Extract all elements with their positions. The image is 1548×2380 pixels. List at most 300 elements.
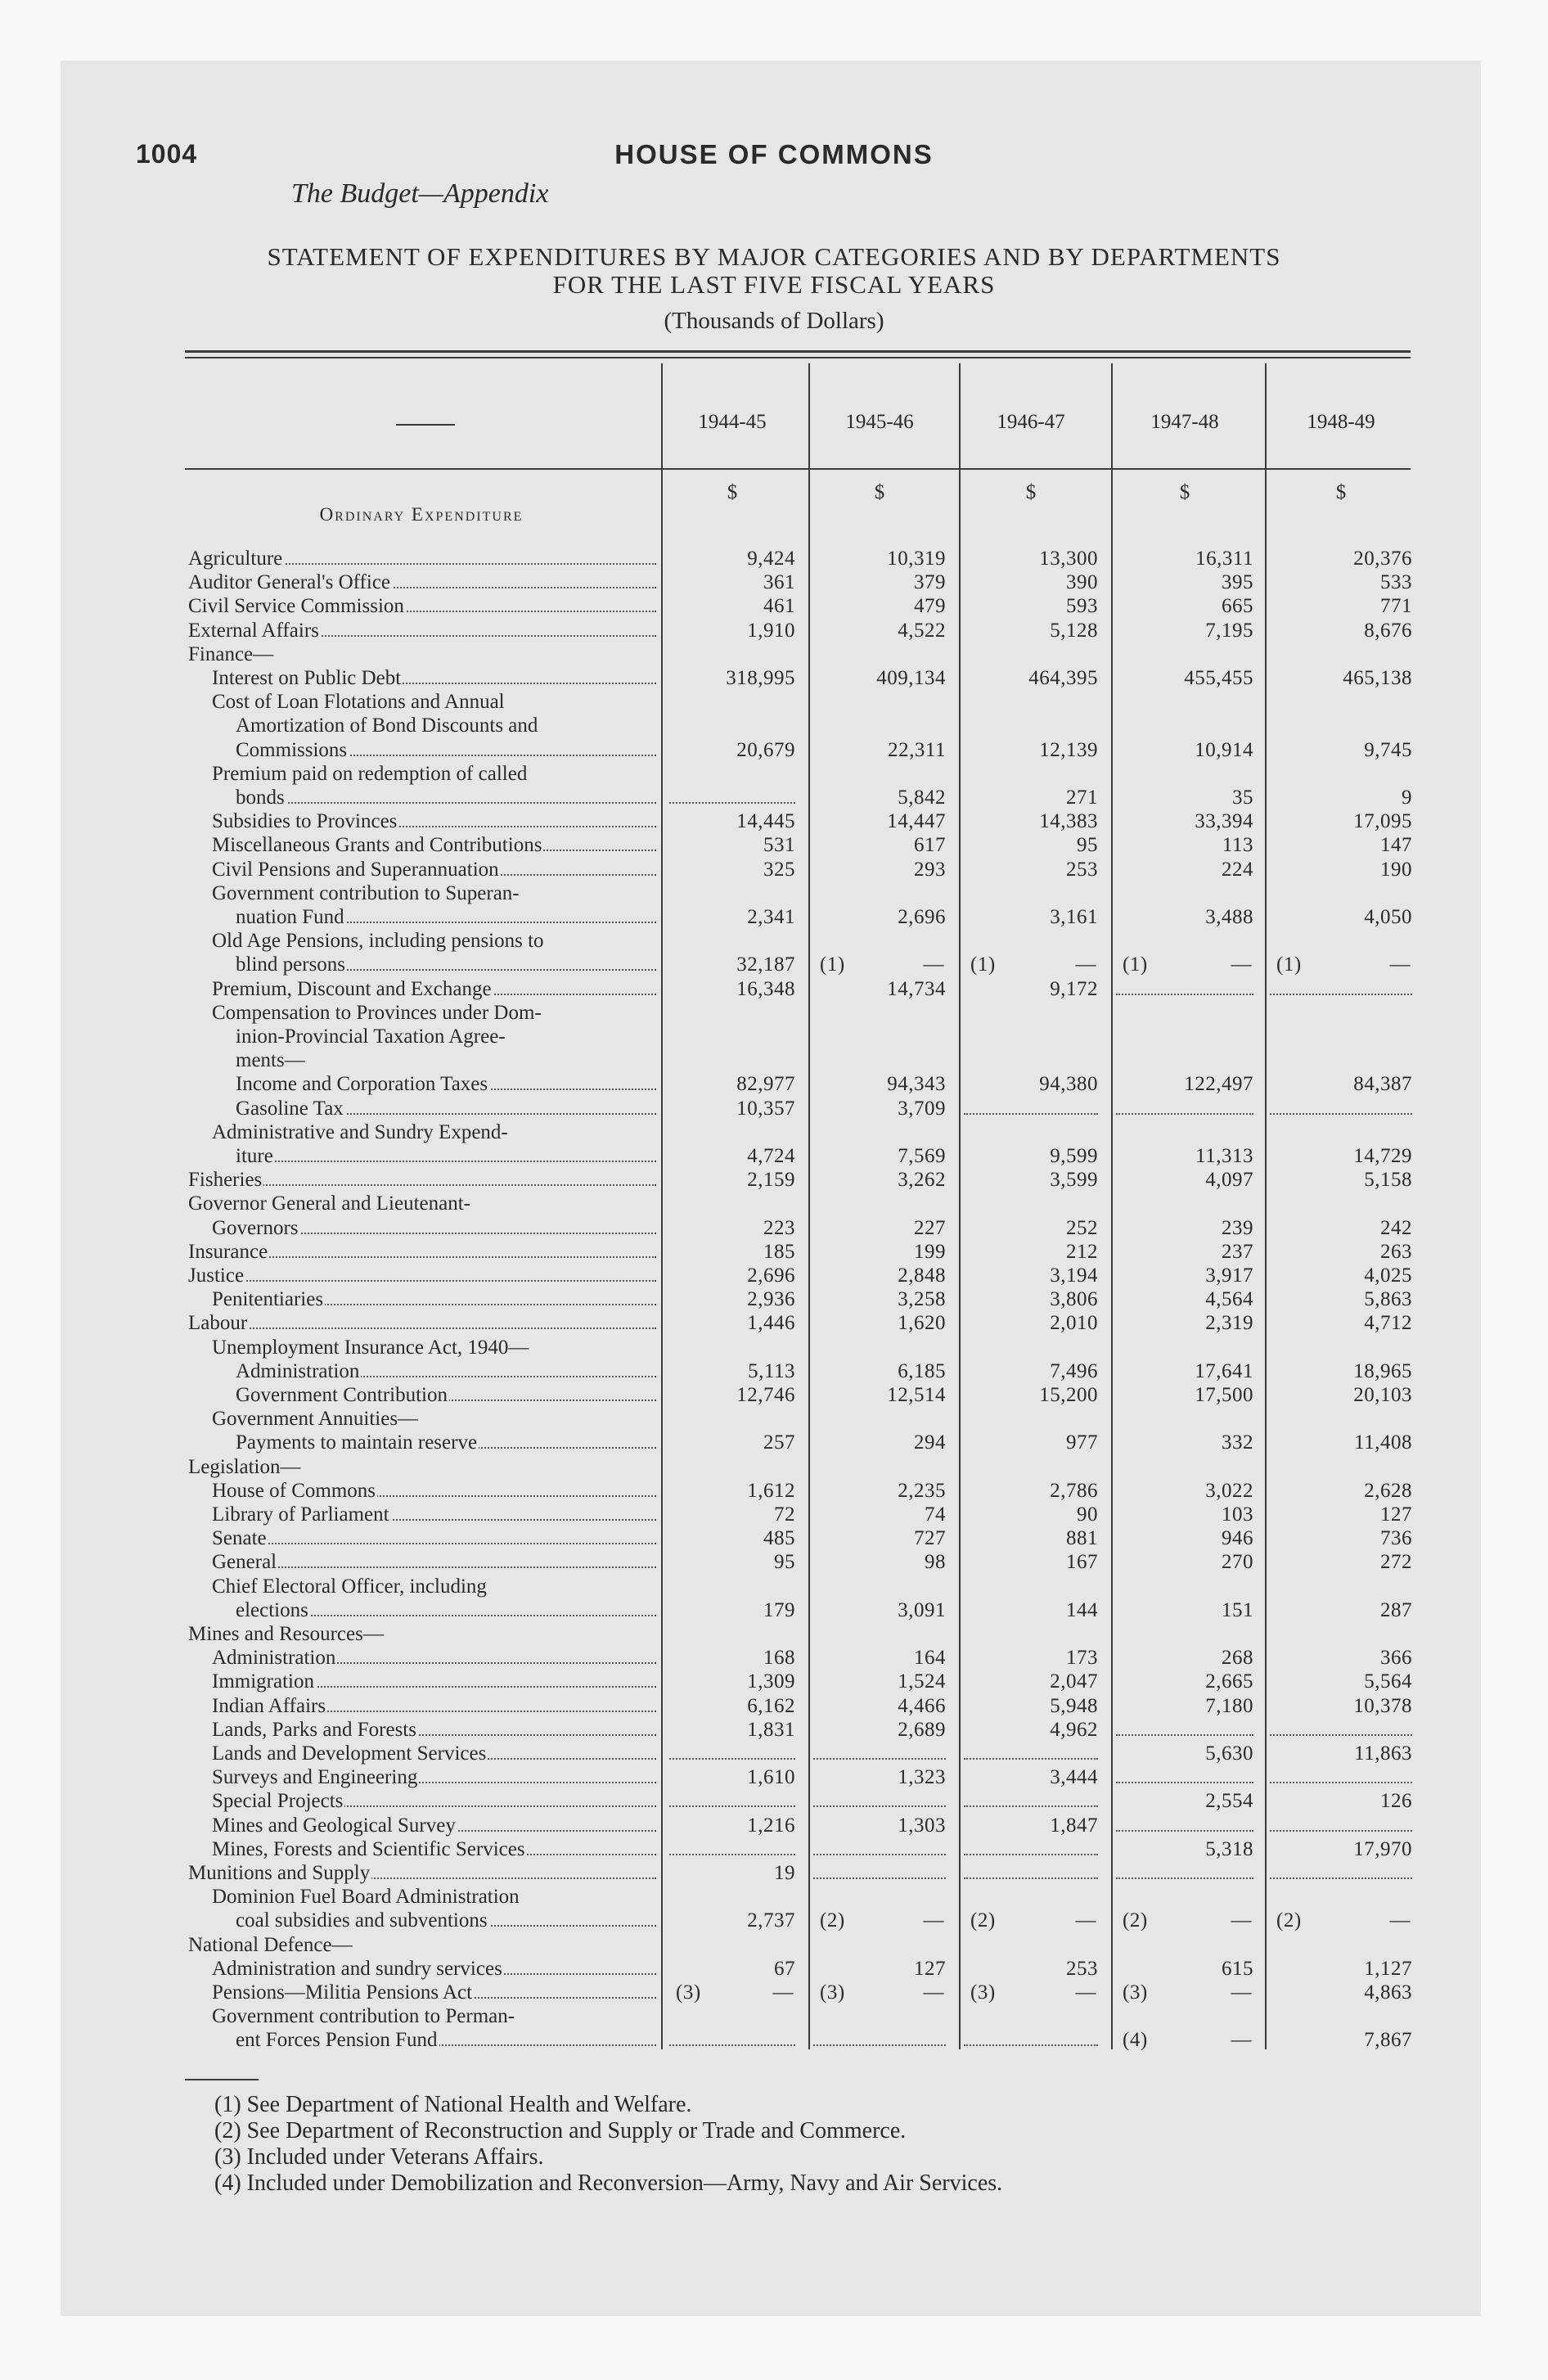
table-cell: 2,319 xyxy=(1205,1312,1253,1335)
row-label: ments— xyxy=(236,1049,305,1072)
column-header: 1948-49 xyxy=(1307,411,1375,433)
table-cell: 461 xyxy=(763,595,795,618)
table-cell: 1,847 xyxy=(1050,1814,1098,1837)
table-cell: 268 xyxy=(1222,1647,1253,1670)
footnote: (3) Included under Veterans Affairs. xyxy=(214,2144,544,2170)
table-cell: 113 xyxy=(1222,834,1253,857)
empty-cell-leader xyxy=(1270,1113,1412,1115)
table-cell: 72 xyxy=(774,1503,795,1526)
table-cell: 736 xyxy=(1380,1527,1412,1550)
table-cell: 199 xyxy=(914,1240,946,1263)
table-cell: 665 xyxy=(1222,595,1253,618)
table-cell: 126 xyxy=(1380,1790,1412,1813)
table-cell: 263 xyxy=(1380,1240,1412,1263)
table-cell: 2,010 xyxy=(1050,1312,1098,1335)
row-label: Government contribution to Superan- xyxy=(212,881,520,904)
statement-title-line1: STATEMENT OF EXPENDITURES BY MAJOR CATEGORIES AND BY DEPARTMENTS xyxy=(267,242,1281,271)
table-cell: 1,323 xyxy=(898,1766,946,1789)
table-cell: 1,127 xyxy=(1364,1957,1412,1980)
table-cell: 4,962 xyxy=(1050,1718,1098,1741)
empty-cell-leader xyxy=(1116,1113,1253,1115)
table-cell: 12,514 xyxy=(887,1384,946,1406)
row-label: Government contribution to Perman- xyxy=(212,2005,515,2028)
row-label: Pensions—Militia Pensions Act xyxy=(212,1981,658,2004)
section-label: Ordinary Expenditure xyxy=(319,504,524,525)
table-cell: 2,737 xyxy=(747,1909,795,1932)
table-cell: 127 xyxy=(914,1957,946,1980)
footnote-rule xyxy=(185,2079,259,2080)
empty-cell-leader xyxy=(813,1758,946,1760)
table-cell: 11,313 xyxy=(1195,1145,1253,1167)
table-cell: 4,097 xyxy=(1205,1169,1253,1192)
column-divider xyxy=(1111,363,1113,2049)
row-label: Mines, Forests and Scientific Services xyxy=(212,1837,658,1861)
column-header: 1944-45 xyxy=(698,411,767,433)
row-label: Immigration xyxy=(212,1670,658,1693)
row-label: National Defence— xyxy=(188,1933,353,1956)
table-cell: 615 xyxy=(1222,1957,1253,1980)
table-cell: 173 xyxy=(1066,1647,1098,1670)
row-label: Senate xyxy=(212,1526,658,1550)
table-cell: (1) — xyxy=(1123,953,1252,976)
table-cell: 1,524 xyxy=(898,1670,946,1693)
empty-cell-leader xyxy=(1270,994,1412,995)
table-cell: 239 xyxy=(1222,1216,1253,1239)
statement-title-line2: FOR THE LAST FIVE FISCAL YEARS xyxy=(552,270,996,299)
table-cell: (2) — xyxy=(1276,1909,1411,1932)
table-cell: 223 xyxy=(763,1216,795,1239)
table-cell: 5,863 xyxy=(1364,1288,1412,1311)
table-cell: 3,806 xyxy=(1050,1288,1098,1311)
row-label: Commissions xyxy=(236,738,658,762)
table-cell: (3) — xyxy=(1123,1981,1252,2004)
row-label: Gasoline Tax xyxy=(236,1097,658,1120)
table-cell: 2,689 xyxy=(898,1718,946,1741)
empty-cell-leader xyxy=(1116,1830,1253,1832)
table-cell: 227 xyxy=(914,1216,946,1239)
row-label: bonds xyxy=(236,786,658,809)
table-cell: 253 xyxy=(1066,1957,1098,1980)
row-label: Administration and sundry services xyxy=(212,1957,658,1981)
table-cell: 33,394 xyxy=(1195,810,1253,833)
row-label: House of Commons xyxy=(212,1479,658,1503)
table-cell: 95 xyxy=(774,1551,795,1574)
table-cell: 325 xyxy=(763,858,795,881)
column-divider xyxy=(661,363,663,2049)
table-cell: 593 xyxy=(1066,595,1098,618)
row-label: elections xyxy=(236,1598,658,1622)
table-cell: 122,497 xyxy=(1184,1073,1253,1096)
table-cell: 8,676 xyxy=(1364,619,1412,642)
empty-cell-leader xyxy=(813,1854,946,1855)
row-label: iture xyxy=(236,1144,658,1168)
row-label: Compensation to Provinces under Dom- xyxy=(212,1001,542,1024)
table-cell: 20,376 xyxy=(1353,548,1412,570)
empty-cell-leader xyxy=(964,1854,1098,1855)
column-divider xyxy=(1265,363,1267,2049)
table-cell: 9 xyxy=(1402,787,1412,809)
row-label: Justice xyxy=(188,1264,658,1287)
table-cell: 10,319 xyxy=(887,548,946,570)
table-cell: 2,696 xyxy=(747,1264,795,1287)
table-cell: 270 xyxy=(1222,1551,1253,1574)
table-cell: 4,863 xyxy=(1364,1981,1412,2004)
table-cell: 252 xyxy=(1066,1216,1098,1239)
currency-symbol: $ xyxy=(1179,481,1190,503)
table-cell: 74 xyxy=(925,1503,946,1526)
empty-cell-leader xyxy=(1270,1830,1412,1832)
table-cell: 10,357 xyxy=(736,1097,795,1120)
column-divider xyxy=(959,363,961,2049)
table-cell: 533 xyxy=(1380,571,1412,594)
row-label: Agriculture xyxy=(188,547,658,570)
table-cell: 167 xyxy=(1066,1551,1098,1574)
row-label: Civil Service Commission xyxy=(188,594,658,618)
table-cell: (1) — xyxy=(970,953,1096,976)
table-cell: (2) — xyxy=(1123,1909,1252,1932)
empty-cell-leader xyxy=(1116,1782,1253,1783)
table-cell: 19 xyxy=(774,1862,795,1884)
row-label: Government Annuities— xyxy=(212,1408,419,1431)
table-cell: 98 xyxy=(925,1551,946,1574)
table-cell: 35 xyxy=(1232,787,1253,809)
table-cell: 2,665 xyxy=(1205,1670,1253,1693)
row-label: Penitentiaries xyxy=(212,1287,658,1311)
table-cell: 332 xyxy=(1222,1431,1253,1454)
row-label: Legislation— xyxy=(188,1455,301,1478)
table-cell: 6,185 xyxy=(898,1359,946,1382)
table-cell: 366 xyxy=(1380,1647,1412,1670)
table-cell: 1,309 xyxy=(747,1670,795,1693)
footnote: (2) See Department of Reconstruction and Supply or Trade and Commerce. xyxy=(214,2118,907,2143)
table-cell: 13,300 xyxy=(1039,548,1098,570)
empty-cell-leader xyxy=(813,1877,946,1879)
stub-head-dash xyxy=(396,424,455,426)
table-cell: 4,522 xyxy=(898,619,946,642)
column-header: 1947-48 xyxy=(1150,411,1219,433)
table-cell: 7,569 xyxy=(898,1145,946,1167)
table-cell: 3,258 xyxy=(898,1288,946,1311)
table-cell: 2,786 xyxy=(1050,1479,1098,1502)
row-label: Governors xyxy=(212,1216,658,1240)
table-cell: 531 xyxy=(763,834,795,857)
table-cell: 771 xyxy=(1380,595,1412,618)
table-cell: 164 xyxy=(914,1647,946,1670)
empty-cell-leader xyxy=(964,1877,1098,1879)
empty-cell-leader xyxy=(1270,1782,1412,1783)
table-cell: 151 xyxy=(1222,1598,1253,1621)
table-cell: 84,387 xyxy=(1353,1073,1412,1096)
table-cell: 390 xyxy=(1066,571,1098,594)
table-cell: 190 xyxy=(1380,858,1412,881)
table-cell: 7,867 xyxy=(1364,2029,1412,2052)
table-cell: 212 xyxy=(1066,1240,1098,1263)
table-cell: 977 xyxy=(1066,1431,1098,1454)
empty-cell-leader xyxy=(669,1758,795,1760)
currency-symbol: $ xyxy=(727,481,738,503)
table-cell: 90 xyxy=(1077,1503,1098,1526)
row-label: Surveys and Engineering xyxy=(212,1765,658,1789)
running-head: HOUSE OF COMMONS xyxy=(614,139,934,169)
row-label: Administration xyxy=(212,1646,658,1670)
empty-cell-leader xyxy=(1116,1734,1253,1736)
empty-cell-leader xyxy=(964,2044,1098,2046)
table-cell: 14,729 xyxy=(1353,1145,1412,1167)
empty-cell-leader xyxy=(1270,1734,1412,1736)
table-cell: 242 xyxy=(1380,1216,1412,1239)
row-label: Subsidies to Provinces xyxy=(212,809,658,833)
table-cell: 2,936 xyxy=(747,1288,795,1311)
table-cell: 67 xyxy=(774,1957,795,1980)
table-cell: 5,842 xyxy=(898,787,946,809)
page-number: 1004 xyxy=(136,139,198,169)
row-label: Library of Parliament xyxy=(212,1503,658,1526)
footnote: (1) See Department of National Health and Welfare. xyxy=(214,2092,692,2117)
row-label: blind persons xyxy=(236,953,658,976)
table-cell: 147 xyxy=(1380,834,1412,857)
table-cell: 293 xyxy=(914,858,946,881)
empty-cell-leader xyxy=(1116,1877,1253,1879)
row-label: Government Contribution xyxy=(236,1383,658,1407)
table-cell: 5,564 xyxy=(1364,1670,1412,1693)
table-cell: 1,831 xyxy=(747,1718,795,1741)
table-cell: 409,134 xyxy=(876,667,946,689)
table-cell: 3,488 xyxy=(1205,906,1253,928)
row-label: Indian Affairs xyxy=(212,1694,658,1718)
table-cell: 12,746 xyxy=(736,1384,795,1406)
table-cell: 4,025 xyxy=(1364,1264,1412,1287)
table-cell: 1,620 xyxy=(898,1312,946,1335)
row-label: inion-Provincial Taxation Agree- xyxy=(236,1025,506,1048)
table-cell: 2,159 xyxy=(747,1169,795,1192)
empty-cell-leader xyxy=(669,2044,795,2046)
row-label: ent Forces Pension Fund xyxy=(236,2028,658,2052)
table-cell: 465,138 xyxy=(1343,667,1412,689)
table-cell: 2,554 xyxy=(1205,1790,1253,1813)
empty-cell-leader xyxy=(964,1805,1098,1807)
table-cell: 103 xyxy=(1222,1503,1253,1526)
table-cell: 5,158 xyxy=(1364,1169,1412,1192)
table-cell: 3,917 xyxy=(1205,1264,1253,1287)
table-cell: 3,022 xyxy=(1205,1479,1253,1502)
row-label: coal subsidies and subventions xyxy=(236,1909,658,1932)
table-cell: 5,128 xyxy=(1050,619,1098,642)
table-cell: 10,378 xyxy=(1353,1694,1412,1717)
table-cell: 464,395 xyxy=(1028,667,1098,689)
table-cell: 14,383 xyxy=(1039,810,1098,833)
table-cell: 3,161 xyxy=(1050,906,1098,928)
row-label: Lands, Parks and Forests xyxy=(212,1718,658,1742)
empty-cell-leader xyxy=(669,1805,795,1807)
table-cell: 15,200 xyxy=(1039,1384,1098,1406)
table-cell: 2,628 xyxy=(1364,1479,1412,1502)
table-top-rule xyxy=(185,350,1411,353)
table-cell: 5,113 xyxy=(748,1359,795,1382)
row-label: Civil Pensions and Superannuation xyxy=(212,858,658,881)
table-cell: 395 xyxy=(1222,571,1253,594)
row-label: Miscellaneous Grants and Contributions xyxy=(212,833,658,857)
table-cell: 294 xyxy=(914,1431,946,1454)
table-cell: 9,424 xyxy=(747,548,795,570)
empty-cell-leader xyxy=(1116,994,1253,995)
row-label: Auditor General's Office xyxy=(188,570,658,594)
table-cell: 253 xyxy=(1066,858,1098,881)
table-cell: 11,408 xyxy=(1354,1431,1412,1454)
row-label: Mines and Geological Survey xyxy=(212,1814,658,1837)
table-cell: 4,466 xyxy=(898,1694,946,1717)
table-cell: 485 xyxy=(763,1527,795,1550)
table-cell: (4) — xyxy=(1123,2029,1252,2052)
table-cell: 7,195 xyxy=(1205,619,1253,642)
column-divider xyxy=(808,363,810,2049)
table-cell: 224 xyxy=(1222,858,1253,881)
row-label: Administrative and Sundry Expend- xyxy=(212,1120,508,1143)
table-cell: 5,630 xyxy=(1205,1742,1253,1765)
table-cell: 257 xyxy=(763,1431,795,1454)
table-cell: 11,863 xyxy=(1354,1742,1412,1765)
table-cell: 3,444 xyxy=(1050,1766,1098,1789)
table-cell: 185 xyxy=(763,1240,795,1263)
row-label: Fisheries xyxy=(188,1168,658,1192)
table-cell: 3,194 xyxy=(1050,1264,1098,1287)
table-cell: 9,745 xyxy=(1364,738,1412,761)
table-cell: (3) — xyxy=(676,1981,794,2004)
table-cell: 16,348 xyxy=(736,977,795,1000)
table-cell: 2,696 xyxy=(898,906,946,928)
table-cell: 2,848 xyxy=(898,1264,946,1287)
empty-cell-leader xyxy=(669,802,795,804)
table-cell: 32,187 xyxy=(736,953,795,976)
table-cell: 479 xyxy=(914,595,946,618)
row-label: Lands and Development Services xyxy=(212,1742,658,1765)
table-cell: 168 xyxy=(763,1647,795,1670)
table-cell: 6,162 xyxy=(747,1694,795,1717)
table-cell: 16,311 xyxy=(1195,548,1253,570)
table-cell: 20,679 xyxy=(736,738,795,761)
row-label: Income and Corporation Taxes xyxy=(236,1072,658,1096)
table-cell: 379 xyxy=(914,571,946,594)
table-cell: 881 xyxy=(1066,1527,1098,1550)
table-cell: 287 xyxy=(1380,1598,1412,1621)
table-cell: 9,599 xyxy=(1050,1145,1098,1167)
row-label: General xyxy=(212,1550,658,1574)
table-cell: 271 xyxy=(1066,787,1098,809)
table-cell: 1,303 xyxy=(898,1814,946,1837)
table-cell: 20,103 xyxy=(1353,1384,1412,1406)
table-cell: 617 xyxy=(914,834,946,857)
table-cell: 1,612 xyxy=(747,1479,795,1502)
table-cell: 12,139 xyxy=(1039,738,1098,761)
currency-symbol: $ xyxy=(1025,481,1037,503)
empty-cell-leader xyxy=(813,2044,946,2046)
table-cell: 17,641 xyxy=(1195,1359,1253,1382)
row-label: Mines and Resources— xyxy=(188,1623,384,1645)
empty-cell-leader xyxy=(964,1758,1098,1760)
row-label: Dominion Fuel Board Administration xyxy=(212,1886,520,1909)
row-label: Chief Electoral Officer, including xyxy=(212,1575,487,1598)
table-cell: 4,564 xyxy=(1205,1288,1253,1311)
table-cell: 94,380 xyxy=(1039,1073,1098,1096)
row-label: Special Projects xyxy=(212,1789,658,1813)
table-cell: 17,970 xyxy=(1353,1837,1412,1860)
table-cell: 946 xyxy=(1222,1527,1253,1550)
row-label: Administration xyxy=(236,1359,658,1383)
header-bottom-rule xyxy=(185,468,1411,470)
table-cell: 1,910 xyxy=(747,619,795,642)
empty-cell-leader xyxy=(964,1113,1098,1115)
row-label: Finance— xyxy=(188,642,274,665)
row-label: Premium, Discount and Exchange xyxy=(212,977,658,1001)
table-cell: 3,091 xyxy=(898,1598,946,1621)
row-label: Munitions and Supply xyxy=(188,1861,658,1885)
table-cell: (2) — xyxy=(970,1909,1096,1932)
table-top-rule-2 xyxy=(185,357,1411,358)
row-label: Insurance xyxy=(188,1240,658,1264)
table-cell: 2,341 xyxy=(747,906,795,928)
empty-cell-leader xyxy=(669,1854,795,1855)
row-label: Labour xyxy=(188,1311,658,1335)
table-cell: (1) — xyxy=(820,953,944,976)
row-label: nuation Fund xyxy=(236,905,658,929)
table-cell: 3,709 xyxy=(898,1097,946,1120)
table-cell: 127 xyxy=(1380,1503,1412,1526)
table-cell: 17,095 xyxy=(1353,810,1412,833)
currency-symbol: $ xyxy=(874,481,885,503)
table-cell: 95 xyxy=(1077,834,1098,857)
table-cell: 3,262 xyxy=(898,1169,946,1192)
table-cell: 7,180 xyxy=(1205,1694,1253,1717)
table-cell: 455,455 xyxy=(1184,667,1253,689)
table-cell: 4,712 xyxy=(1364,1312,1412,1335)
table-cell: 94,343 xyxy=(887,1073,946,1096)
section-heading: The Budget—Appendix xyxy=(291,178,549,209)
table-cell: 5,318 xyxy=(1205,1837,1253,1860)
column-header: 1945-46 xyxy=(845,411,914,433)
table-cell: 14,734 xyxy=(887,977,946,1000)
table-cell: (3) — xyxy=(970,1981,1096,2004)
table-cell: 14,445 xyxy=(736,810,795,833)
empty-cell-leader xyxy=(813,1805,946,1807)
table-cell: 1,610 xyxy=(747,1766,795,1789)
row-label: Cost of Loan Flotations and Annual xyxy=(212,691,505,714)
column-header: 1946-47 xyxy=(997,411,1065,433)
table-cell: 4,050 xyxy=(1364,906,1412,928)
table-cell: 4,724 xyxy=(747,1145,795,1167)
row-label: Premium paid on redemption of called xyxy=(212,762,528,785)
row-label: Unemployment Insurance Act, 1940— xyxy=(212,1336,529,1359)
table-cell: 17,500 xyxy=(1195,1384,1253,1406)
table-cell: (2) — xyxy=(820,1909,944,1932)
row-label: Governor General and Lieutenant- xyxy=(188,1192,470,1215)
units-note: (Thousands of Dollars) xyxy=(664,308,884,334)
row-label: Amortization of Bond Discounts and xyxy=(236,714,538,737)
table-cell: 361 xyxy=(763,571,795,594)
table-cell: 237 xyxy=(1222,1240,1253,1263)
table-cell: 10,914 xyxy=(1195,738,1253,761)
row-label: External Affairs xyxy=(188,619,658,642)
table-cell: 179 xyxy=(763,1598,795,1621)
table-cell: 3,599 xyxy=(1050,1169,1098,1192)
table-cell: 18,965 xyxy=(1353,1359,1412,1382)
table-cell: 144 xyxy=(1066,1598,1098,1621)
table-cell: 727 xyxy=(914,1527,946,1550)
table-cell: (1) — xyxy=(1276,953,1411,976)
table-cell: 22,311 xyxy=(888,738,946,761)
row-label: Interest on Public Debt xyxy=(212,666,658,690)
table-cell: 318,995 xyxy=(726,667,795,689)
table-cell: 2,235 xyxy=(898,1479,946,1502)
currency-symbol: $ xyxy=(1335,481,1347,503)
